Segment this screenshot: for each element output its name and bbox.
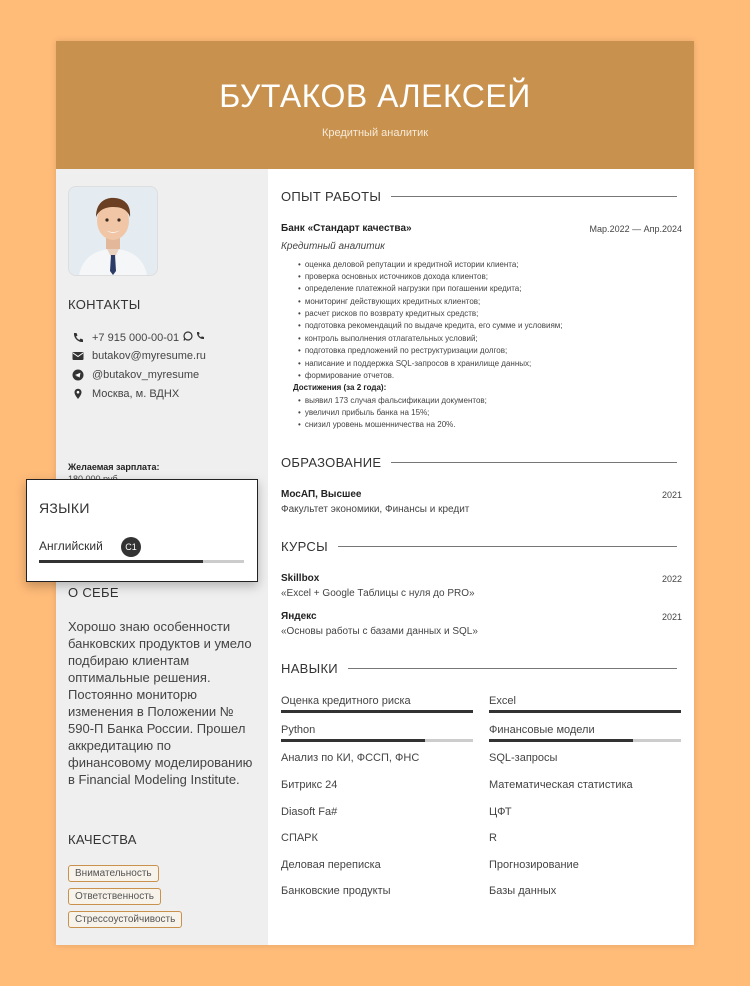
candidate-name: БУТАКОВ АЛЕКСЕЙ xyxy=(219,78,531,114)
skill-item: Прогнозирование xyxy=(489,859,579,871)
duty-item: • определение платежной нагрузки при погашении кредита; xyxy=(298,284,521,293)
achievement-item: • снизил уровень мошенничества на 20%. xyxy=(298,420,456,429)
contact-location: Москва, м. ВДНХ xyxy=(72,388,179,400)
duty-item: • оценка деловой репутации и кредитной истории клиента; xyxy=(298,260,519,269)
course-year: 2022 xyxy=(661,574,682,584)
skill-rated: Оценка кредитного риска xyxy=(281,695,411,707)
language-level-badge: C1 xyxy=(121,537,141,557)
skill-item: Базы данных xyxy=(489,885,557,897)
course-org: Skillbox xyxy=(281,573,320,584)
achievements-title: Достижения (за 2 года): xyxy=(293,383,387,392)
duty-item: • подготовка рекомендаций по выдаче кредита, его сумме и условиям; xyxy=(298,321,563,330)
education-year: 2021 xyxy=(661,490,682,500)
mail-icon xyxy=(72,350,84,362)
quality-tag: Внимательность xyxy=(68,865,159,882)
language-level-bar xyxy=(39,560,244,563)
skill-bar xyxy=(281,739,473,742)
qualities-title: КАЧЕСТВА xyxy=(68,832,137,847)
profile-photo xyxy=(68,186,158,276)
school-name: МосАП, Высшее xyxy=(281,489,362,500)
skill-rated: Python xyxy=(281,724,316,736)
skill-rated: Excel xyxy=(489,695,516,707)
duty-item: • формирование отчетов. xyxy=(298,371,394,380)
courses-title: КУРСЫ xyxy=(281,539,677,554)
contact-email[interactable]: butakov@myresume.ru xyxy=(72,350,206,362)
faculty: Факультет экономики, Финансы и кредит xyxy=(281,504,470,515)
resume-header xyxy=(56,41,694,169)
achievement-item: • увеличил прибыль банка на 15%; xyxy=(298,408,429,417)
phone-icon xyxy=(72,332,84,344)
skills-title: НАВЫКИ xyxy=(281,661,677,676)
viber-icon xyxy=(195,331,205,344)
company-name: Банк «Стандарт качества» xyxy=(281,223,412,234)
achievement-item: • выявил 173 случая фальсификации документов; xyxy=(298,396,487,405)
skill-bar xyxy=(281,710,473,713)
candidate-role: Кредитный аналитик xyxy=(321,127,429,139)
skill-item: Анализ по КИ, ФССП, ФНС xyxy=(281,752,420,764)
skill-item: ЦФТ xyxy=(489,806,512,818)
skill-item: Diasoft Fa# xyxy=(281,806,338,818)
skill-item: Банковские продукты xyxy=(281,885,391,897)
skill-item: Деловая переписка xyxy=(281,859,381,871)
duty-item: • мониторинг действующих кредитных клиентов; xyxy=(298,297,480,306)
skill-rated: Финансовые модели xyxy=(489,724,595,736)
contact-phone[interactable]: +7 915 000-00-01 xyxy=(72,331,205,344)
whatsapp-icon xyxy=(183,331,193,344)
position-title: Кредитный аналитик xyxy=(281,241,385,252)
languages-card[interactable] xyxy=(26,479,258,582)
telegram-icon xyxy=(72,369,84,381)
skill-item: Битрикс 24 xyxy=(281,779,338,791)
location-icon xyxy=(72,388,84,400)
duty-item: • контроль выполнения отлагательных условий; xyxy=(298,334,478,343)
course-name: «Основы работы с базами данных и SQL» xyxy=(281,626,478,637)
languages-title: ЯЗЫКИ xyxy=(39,500,90,516)
course-org: Яндекс xyxy=(281,611,317,622)
duty-item: • проверка основных источников дохода клиентов; xyxy=(298,272,488,281)
skill-item: СПАРК xyxy=(281,832,318,844)
course-name: «Excel + Google Таблицы с нуля до PRO» xyxy=(281,588,475,599)
quality-tag: Стрессоустойчивость xyxy=(68,911,182,928)
skill-item: R xyxy=(489,832,497,844)
about-title: О СЕБЕ xyxy=(68,585,119,600)
contacts-title: КОНТАКТЫ xyxy=(68,297,141,312)
skill-bar xyxy=(489,710,681,713)
work-period: Мар.2022 — Апр.2024 xyxy=(589,224,682,234)
education-title: ОБРАЗОВАНИЕ xyxy=(281,455,677,470)
quality-tag: Ответственность xyxy=(68,888,161,905)
about-text: Хорошо знаю особенности банковских продуктов и умело подбираю клиентам оптимальные решения. Постоянно мониторю изменения в Положении № 590-П Банка России. Прошел аккредитацию по финансовому моделированию в Financial Modeling Institute. xyxy=(68,619,253,787)
language-name: Английский xyxy=(39,539,103,553)
contact-telegram[interactable]: @butakov_myresume xyxy=(72,369,199,381)
duty-item: • подготовка предложений по реструктуризации долгов; xyxy=(298,346,507,355)
duty-item: • написание и поддержка SQL-запросов в хранилище данных; xyxy=(298,359,531,368)
experience-title: ОПЫТ РАБОТЫ xyxy=(281,189,677,204)
salary-label: Желаемая зарплата: xyxy=(68,462,160,472)
duty-item: • расчет рисков по возврату кредитных средств; xyxy=(298,309,478,318)
skill-item: Математическая статистика xyxy=(489,779,633,791)
skill-bar xyxy=(489,739,681,742)
skill-item: SQL-запросы xyxy=(489,752,558,764)
course-year: 2021 xyxy=(661,612,682,622)
